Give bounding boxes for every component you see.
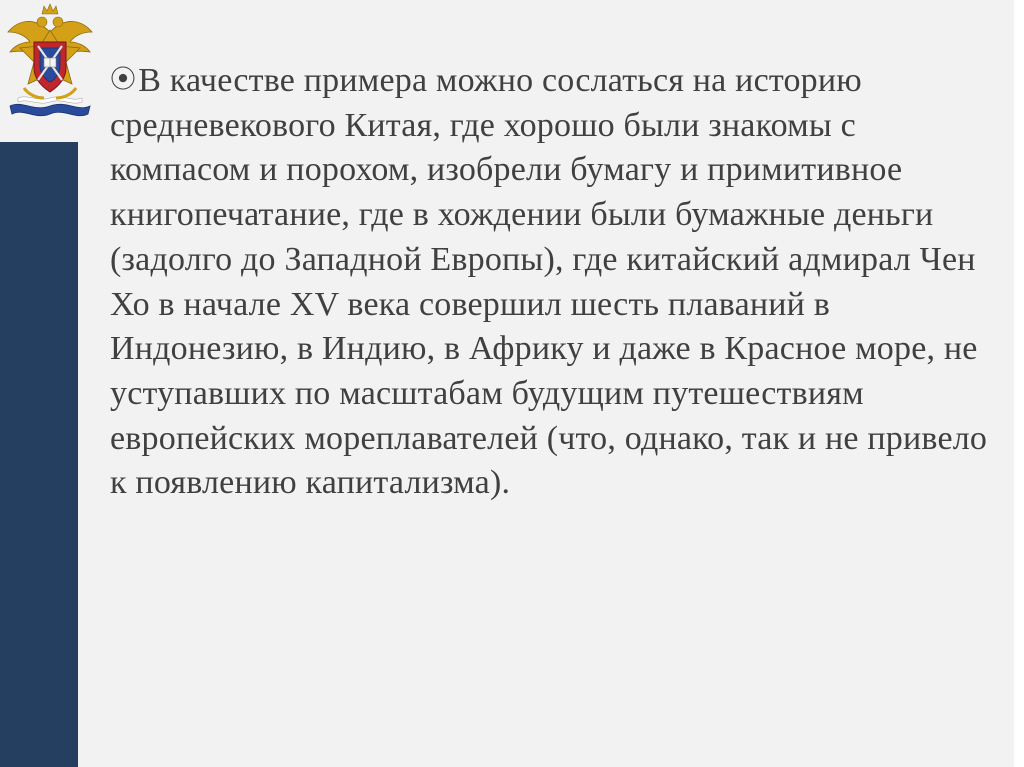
police-academy-emblem-icon — [4, 2, 96, 130]
sidebar-stripe — [0, 142, 78, 767]
right-edge-strip — [1014, 0, 1024, 767]
content-area — [110, 58, 990, 506]
circled-dot-bullet-icon: ⦿ — [110, 65, 137, 95]
slide-body-paragraph — [110, 58, 990, 506]
slide-body-text: В качестве примера можно сослаться на историю средневекового Китая, где хорошо были знакомы с компасом и порохом, изобрели бумагу и примитивное книгопечатание, где в хождении были бумажные деньги (задолго до Западной Европы), где китайский адмирал Чен Хо в начале XV века совершил шесть плаваний в Индонезию, в Индию, в Африку и даже в Красное море, не уступавших по масштабам будущим путешествиям европейских мореплавателей (что, однако, так и не привело к появлению капитализма). — [110, 62, 988, 502]
